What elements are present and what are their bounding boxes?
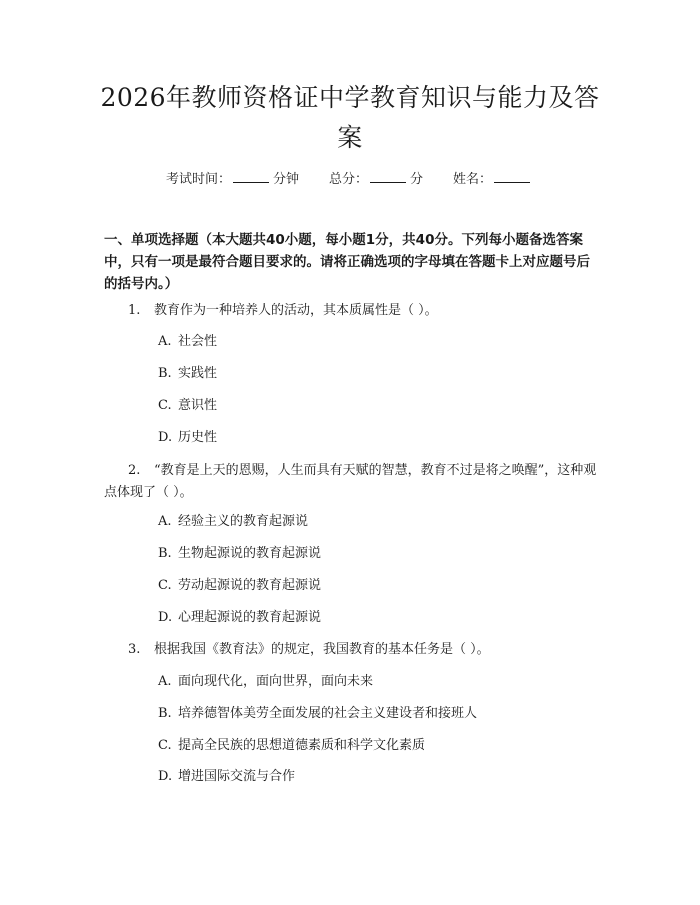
question-number: 1. [128, 303, 141, 318]
question-number: 2. [128, 463, 141, 478]
question-number: 3. [128, 642, 141, 657]
option-text: 社会性 [178, 334, 218, 349]
name-blank[interactable] [494, 168, 530, 183]
exam-time-unit: 分钟 [272, 172, 299, 187]
question-2 [104, 460, 600, 504]
option-1d[interactable] [158, 428, 598, 448]
name-label: 姓名： [453, 172, 493, 187]
option-1a[interactable] [158, 332, 598, 352]
option-3b[interactable] [158, 704, 598, 724]
question-3 [104, 639, 600, 661]
question-text: “教育是上天的恩赐，人生而具有天赋的智慧，教育不过是将之唤醒”，这种观点体现了（ ）。 [104, 463, 597, 500]
exam-info-line [0, 168, 700, 190]
option-letter: C. [158, 398, 172, 413]
option-letter: D. [158, 430, 173, 445]
question-1 [104, 300, 600, 322]
option-text: 意识性 [178, 398, 218, 413]
question-text: 根据我国《教育法》的规定，我国教育的基本任务是（ ）。 [154, 642, 490, 657]
option-letter: B. [158, 546, 172, 561]
total-score-blank[interactable] [370, 168, 406, 183]
option-letter: A. [158, 514, 172, 529]
option-3c[interactable] [158, 736, 598, 756]
option-2d[interactable] [158, 608, 598, 628]
option-text: 历史性 [178, 430, 218, 445]
option-3d[interactable] [158, 767, 598, 787]
option-text: 培养德智体美劳全面发展的社会主义建设者和接班人 [178, 706, 478, 721]
question-text: 教育作为一种培养人的活动，其本质属性是（ ）。 [154, 303, 438, 318]
total-score-unit: 分 [410, 172, 424, 187]
option-letter: B. [158, 706, 172, 721]
section-heading: 一、单项选择题（本大题共40小题，每小题1分，共40分。下列每小题备选答案中，只有一项是最符合题目要求的。请将正确选项的字母填在答题卡上对应题号后的括号内。） [104, 232, 590, 292]
option-text: 面向现代化，面向世界，面向未来 [178, 674, 374, 689]
total-score-label: 总分： [328, 172, 368, 187]
page-title: 2026年教师资格证中学教育知识与能力及答案 [100, 83, 600, 152]
option-text: 劳动起源说的教育起源说 [178, 578, 322, 593]
option-2a[interactable] [158, 512, 598, 532]
option-text: 增进国际交流与合作 [178, 769, 296, 784]
exam-time-label: 考试时间： [165, 172, 231, 187]
option-letter: B. [158, 366, 172, 381]
option-text: 提高全民族的思想道德素质和科学文化素质 [178, 738, 426, 753]
exam-time-blank[interactable] [233, 168, 269, 183]
option-letter: A. [158, 674, 172, 689]
option-letter: D. [158, 769, 173, 784]
option-letter: D. [158, 610, 173, 625]
option-1b[interactable] [158, 364, 598, 384]
option-letter: C. [158, 578, 172, 593]
option-text: 实践性 [178, 366, 218, 381]
option-letter: C. [158, 738, 172, 753]
option-2b[interactable] [158, 544, 598, 564]
option-letter: A. [158, 334, 172, 349]
option-text: 经验主义的教育起源说 [178, 514, 309, 529]
option-1c[interactable] [158, 396, 598, 416]
option-3a[interactable] [158, 672, 598, 692]
option-2c[interactable] [158, 576, 598, 596]
option-text: 生物起源说的教育起源说 [178, 546, 322, 561]
option-text: 心理起源说的教育起源说 [178, 610, 322, 625]
